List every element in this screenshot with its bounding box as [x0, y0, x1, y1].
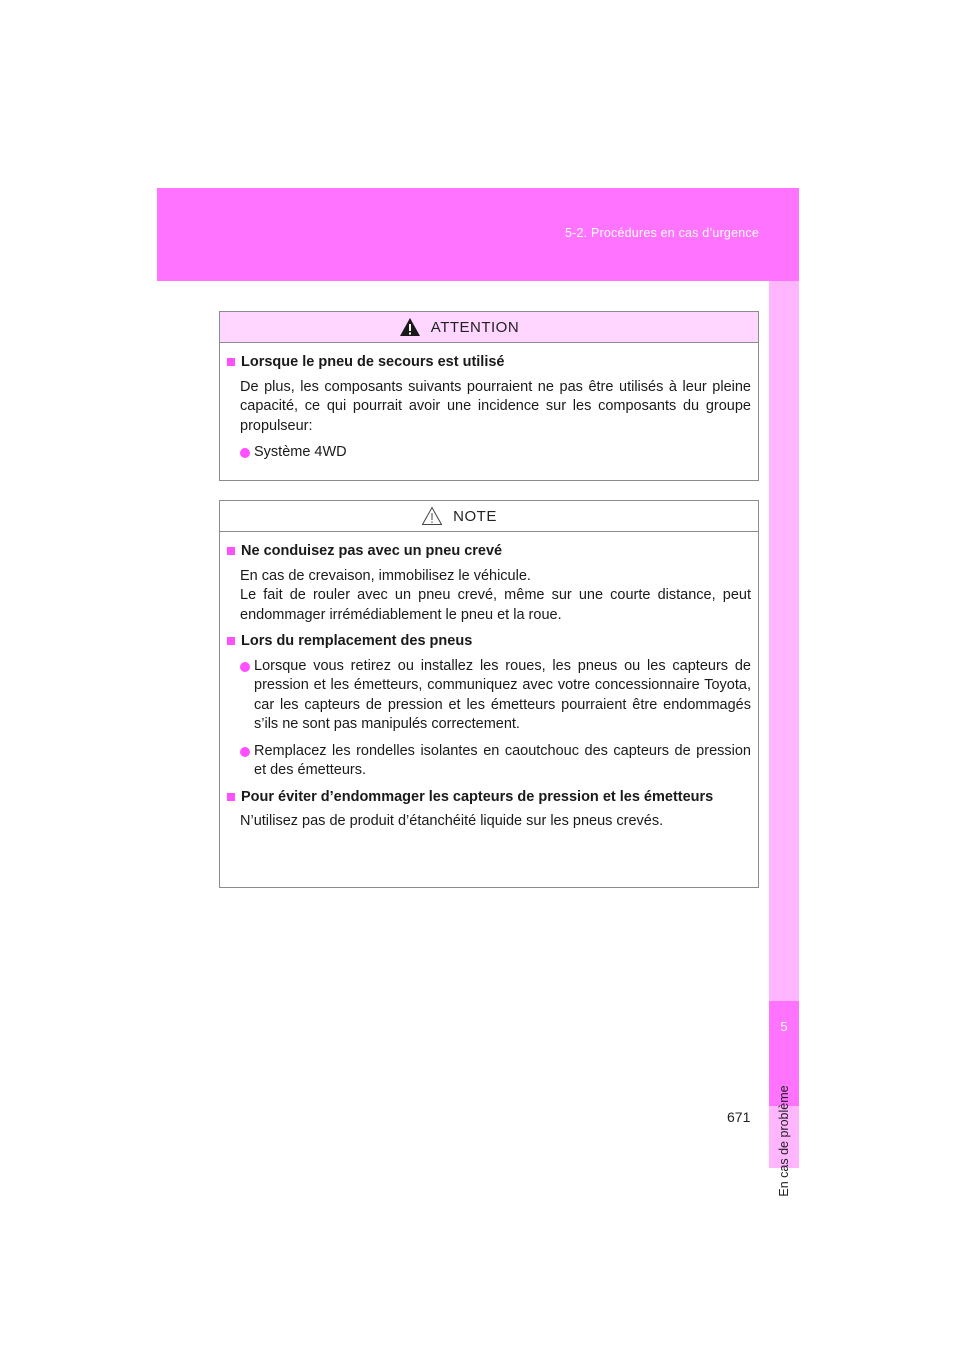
warning-triangle-filled-icon — [399, 317, 421, 337]
note-paragraph: N’utilisez pas de produit d’étanchéité liquide sur les pneus crevés. — [240, 813, 664, 829]
list-item: Remplacez les rondelles isolantes en caoutchouc des capteurs de pression et des émetteurs. — [227, 742, 751, 781]
square-bullet-icon — [227, 637, 235, 645]
note-paragraph: En cas de crevaison, immobilisez le véhicule. Le fait de rouler avec un pneu crevé, même sur une courte distance, peut endommager irrémédiablement le pneu et la roue. — [240, 567, 751, 623]
attention-header — [220, 312, 758, 343]
page-number: 671 — [727, 1109, 751, 1125]
list-item: Système 4WD — [227, 443, 751, 463]
attention-section-title: Lorsque le pneu de secours est utilisé — [227, 353, 751, 373]
attention-box — [219, 311, 759, 481]
chapter-side-tab — [769, 281, 799, 1197]
note-section-title: Lors du remplacement des pneus — [227, 632, 751, 652]
circle-bullet-icon — [240, 747, 250, 757]
square-bullet-icon — [227, 793, 235, 801]
attention-heading: ATTENTION — [430, 318, 520, 336]
note-section-title: Pour éviter d’endommager les capteurs de pression et les émetteurs — [227, 788, 751, 808]
square-bullet-icon — [227, 358, 235, 366]
circle-bullet-icon — [240, 448, 250, 458]
note-section-title: Ne conduisez pas avec un pneu crevé — [227, 542, 751, 562]
header-band — [157, 188, 799, 281]
attention-paragraph: De plus, les composants suivants pourraient ne pas être utilisés à leur pleine capacité, ce qui pourrait avoir une incidence sur les composants du groupe propulseur: — [240, 378, 751, 434]
list-item: Lorsque vous retirez ou installez les roues, les pneus ou les capteurs de pression et les émetteurs, communiquez avec votre concessionnaire Toyota, car les capteurs de pression et les émetteurs pourraient être endommagés s’ils ne sont pas manipulés correctement. — [227, 657, 751, 735]
chapter-number: 5 — [780, 1019, 788, 1034]
note-heading: NOTE — [453, 507, 497, 525]
square-bullet-icon — [227, 547, 235, 555]
note-header — [220, 501, 758, 532]
section-header-title: 5-2. Procédures en cas d’urgence — [564, 226, 759, 240]
circle-bullet-icon — [240, 662, 250, 672]
note-box — [219, 500, 759, 888]
chapter-label: En cas de problème — [777, 1085, 791, 1197]
warning-triangle-outline-icon — [421, 506, 443, 526]
